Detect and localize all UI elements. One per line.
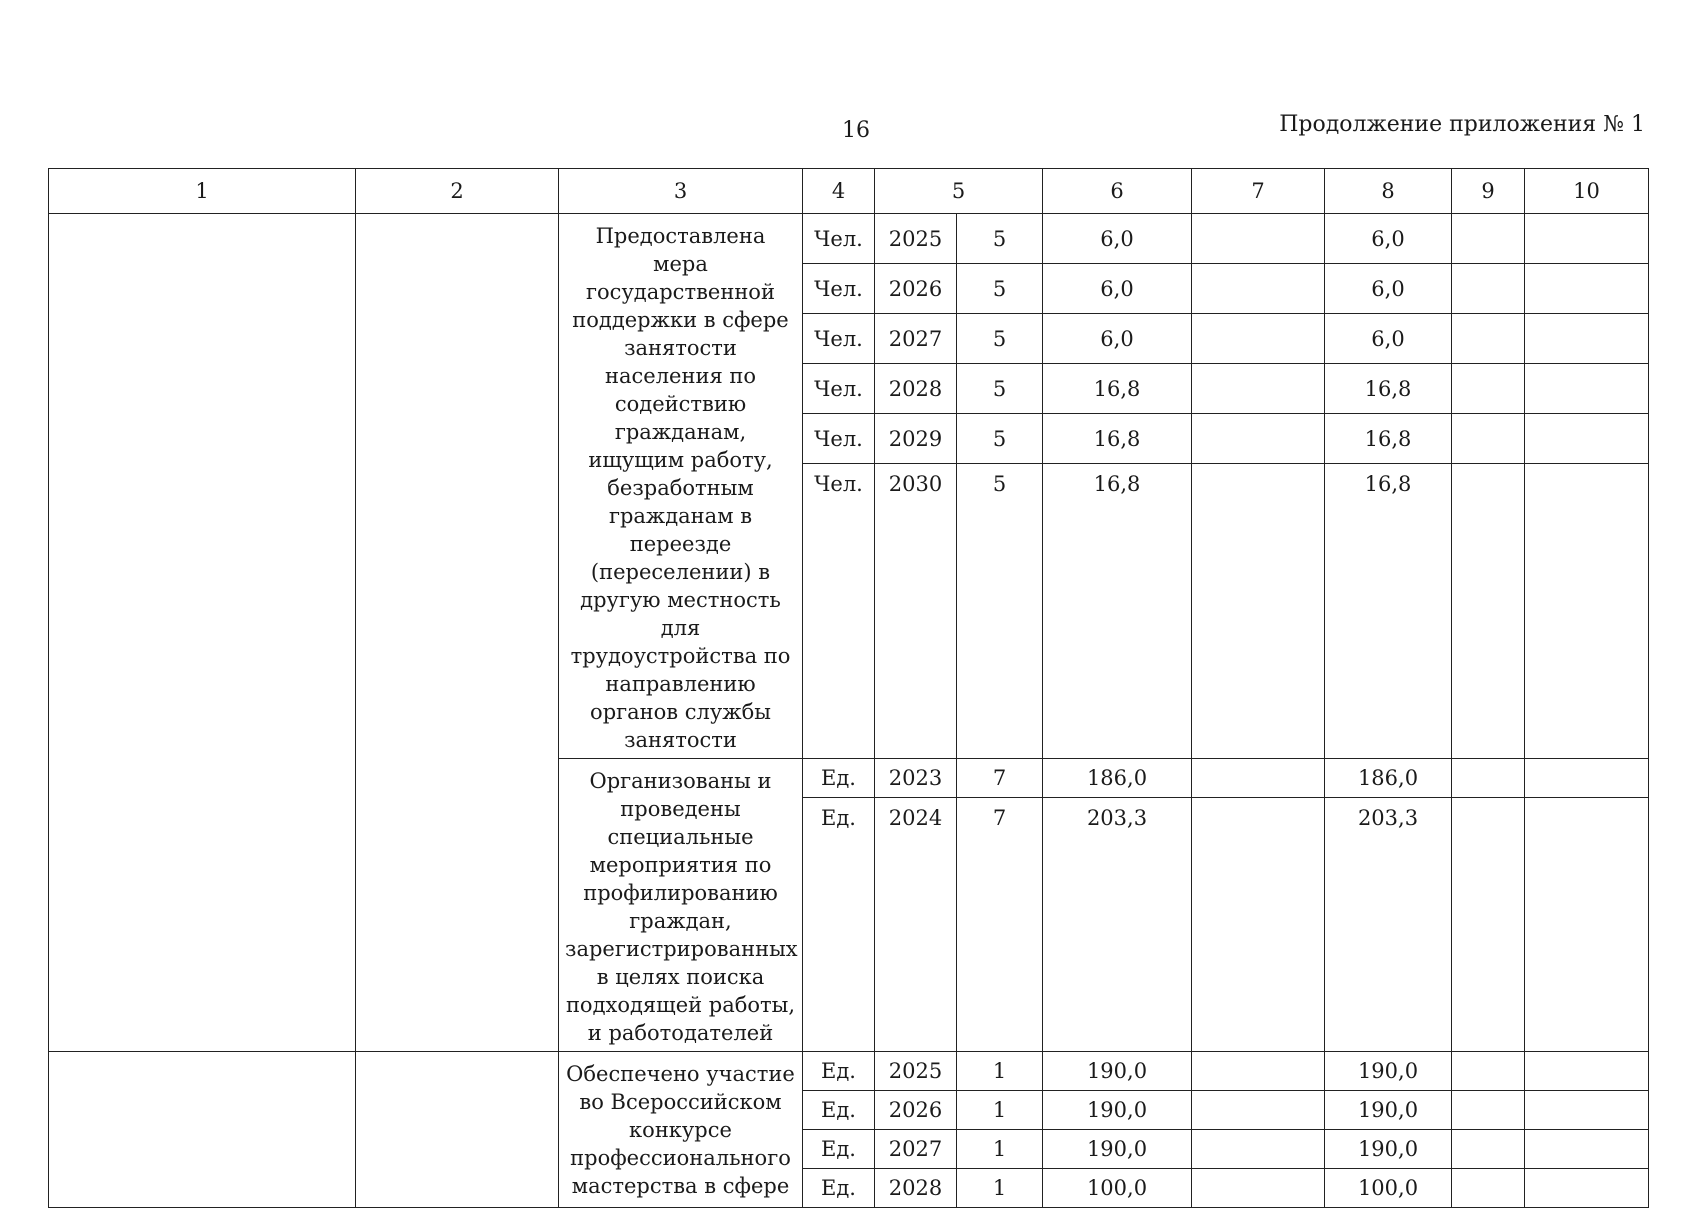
value-cell: 6,0 [1325, 214, 1452, 264]
value-cell: 6,0 [1043, 214, 1192, 264]
value-cell [1192, 1052, 1325, 1091]
value-cell: 6,0 [1043, 264, 1192, 314]
value-cell [1525, 1052, 1649, 1091]
indicator-description: Обеспечено участие во Всероссийском конкурсе профессионального мастерства в сфере [559, 1052, 803, 1208]
value-cell [1452, 414, 1525, 464]
value-cell [1525, 214, 1649, 264]
value-cell [1452, 264, 1525, 314]
value-cell: 100,0 [1325, 1169, 1452, 1208]
value-cell [1525, 798, 1649, 1052]
code-cell: 1 [957, 1130, 1043, 1169]
year-cell: 2023 [875, 759, 957, 798]
column-header: 7 [1192, 169, 1325, 214]
unit-cell: Ед. [803, 1130, 875, 1169]
value-cell [1192, 214, 1325, 264]
column-header: 5 [875, 169, 1043, 214]
unit-cell: Чел. [803, 314, 875, 364]
value-cell [1192, 464, 1325, 759]
header-row [49, 169, 1649, 214]
value-cell: 16,8 [1325, 464, 1452, 759]
value-cell [1192, 1130, 1325, 1169]
value-cell [1452, 1052, 1525, 1091]
year-cell: 2030 [875, 464, 957, 759]
unit-cell: Ед. [803, 759, 875, 798]
value-cell: 16,8 [1043, 464, 1192, 759]
code-cell: 7 [957, 798, 1043, 1052]
column-header: 9 [1452, 169, 1525, 214]
column-header: 10 [1525, 169, 1649, 214]
column-2-cell [356, 214, 559, 1052]
value-cell [1192, 1169, 1325, 1208]
value-cell [1452, 1169, 1525, 1208]
value-cell: 186,0 [1043, 759, 1192, 798]
column-2-cell [356, 1052, 559, 1208]
value-cell [1192, 798, 1325, 1052]
code-cell: 5 [957, 214, 1043, 264]
value-cell: 6,0 [1043, 314, 1192, 364]
value-cell [1452, 214, 1525, 264]
value-cell: 186,0 [1325, 759, 1452, 798]
value-cell: 190,0 [1325, 1052, 1452, 1091]
column-header: 1 [49, 169, 356, 214]
value-cell [1452, 1130, 1525, 1169]
year-cell: 2029 [875, 414, 957, 464]
unit-cell: Чел. [803, 214, 875, 264]
table-row [49, 1052, 1649, 1091]
value-cell [1525, 759, 1649, 798]
data-table [48, 168, 1649, 1208]
value-cell [1192, 314, 1325, 364]
value-cell [1452, 1091, 1525, 1130]
year-cell: 2026 [875, 264, 957, 314]
code-cell: 5 [957, 314, 1043, 364]
value-cell: 203,3 [1043, 798, 1192, 1052]
year-cell: 2025 [875, 214, 957, 264]
value-cell [1525, 464, 1649, 759]
unit-cell: Чел. [803, 264, 875, 314]
value-cell: 190,0 [1043, 1091, 1192, 1130]
table-row [49, 214, 1649, 264]
code-cell: 7 [957, 759, 1043, 798]
value-cell [1452, 759, 1525, 798]
year-cell: 2024 [875, 798, 957, 1052]
value-cell: 16,8 [1043, 414, 1192, 464]
value-cell [1192, 759, 1325, 798]
value-cell [1452, 364, 1525, 414]
unit-cell: Ед. [803, 1169, 875, 1208]
value-cell: 190,0 [1325, 1091, 1452, 1130]
value-cell: 16,8 [1325, 364, 1452, 414]
code-cell: 5 [957, 264, 1043, 314]
page-number: 16 [842, 118, 870, 143]
year-cell: 2025 [875, 1052, 957, 1091]
year-cell: 2028 [875, 1169, 957, 1208]
value-cell: 6,0 [1325, 264, 1452, 314]
value-cell: 100,0 [1043, 1169, 1192, 1208]
value-cell: 190,0 [1043, 1052, 1192, 1091]
code-cell: 5 [957, 464, 1043, 759]
value-cell: 6,0 [1325, 314, 1452, 364]
unit-cell: Ед. [803, 798, 875, 1052]
unit-cell: Ед. [803, 1091, 875, 1130]
appendix-title: Продолжение приложения № 1 [1279, 112, 1645, 137]
value-cell [1192, 414, 1325, 464]
value-cell [1192, 1091, 1325, 1130]
unit-cell: Чел. [803, 464, 875, 759]
column-header: 8 [1325, 169, 1452, 214]
value-cell [1525, 1130, 1649, 1169]
unit-cell: Чел. [803, 364, 875, 414]
column-header: 6 [1043, 169, 1192, 214]
value-cell: 16,8 [1325, 414, 1452, 464]
column-1-cell [49, 214, 356, 1052]
value-cell [1192, 264, 1325, 314]
year-cell: 2026 [875, 1091, 957, 1130]
code-cell: 1 [957, 1091, 1043, 1130]
value-cell [1452, 798, 1525, 1052]
value-cell: 190,0 [1325, 1130, 1452, 1169]
value-cell: 16,8 [1043, 364, 1192, 414]
value-cell [1192, 364, 1325, 414]
value-cell [1525, 364, 1649, 414]
value-cell [1452, 464, 1525, 759]
year-cell: 2027 [875, 1130, 957, 1169]
indicator-description: Организованы и проведены специальные мероприятия по профилированию граждан, зарегистрированных в целях поиска подходящей работы, и работодателей [559, 759, 803, 1052]
value-cell [1525, 1091, 1649, 1130]
code-cell: 1 [957, 1052, 1043, 1091]
year-cell: 2028 [875, 364, 957, 414]
value-cell [1525, 1169, 1649, 1208]
value-cell [1525, 414, 1649, 464]
value-cell [1525, 264, 1649, 314]
value-cell [1525, 314, 1649, 364]
column-header: 2 [356, 169, 559, 214]
column-1-cell [49, 1052, 356, 1208]
column-header: 3 [559, 169, 803, 214]
code-cell: 5 [957, 364, 1043, 414]
year-cell: 2027 [875, 314, 957, 364]
value-cell: 203,3 [1325, 798, 1452, 1052]
unit-cell: Чел. [803, 414, 875, 464]
value-cell: 190,0 [1043, 1130, 1192, 1169]
indicator-description: Предоставлена мера государственной поддержки в сфере занятости населения по содействию гражданам, ищущим работу, безработным гражданам в переезде (переселении) в другую местность для трудоустройства по направлению органов службы занятости [559, 214, 803, 759]
column-header: 4 [803, 169, 875, 214]
unit-cell: Ед. [803, 1052, 875, 1091]
code-cell: 5 [957, 414, 1043, 464]
value-cell [1452, 314, 1525, 364]
code-cell: 1 [957, 1169, 1043, 1208]
